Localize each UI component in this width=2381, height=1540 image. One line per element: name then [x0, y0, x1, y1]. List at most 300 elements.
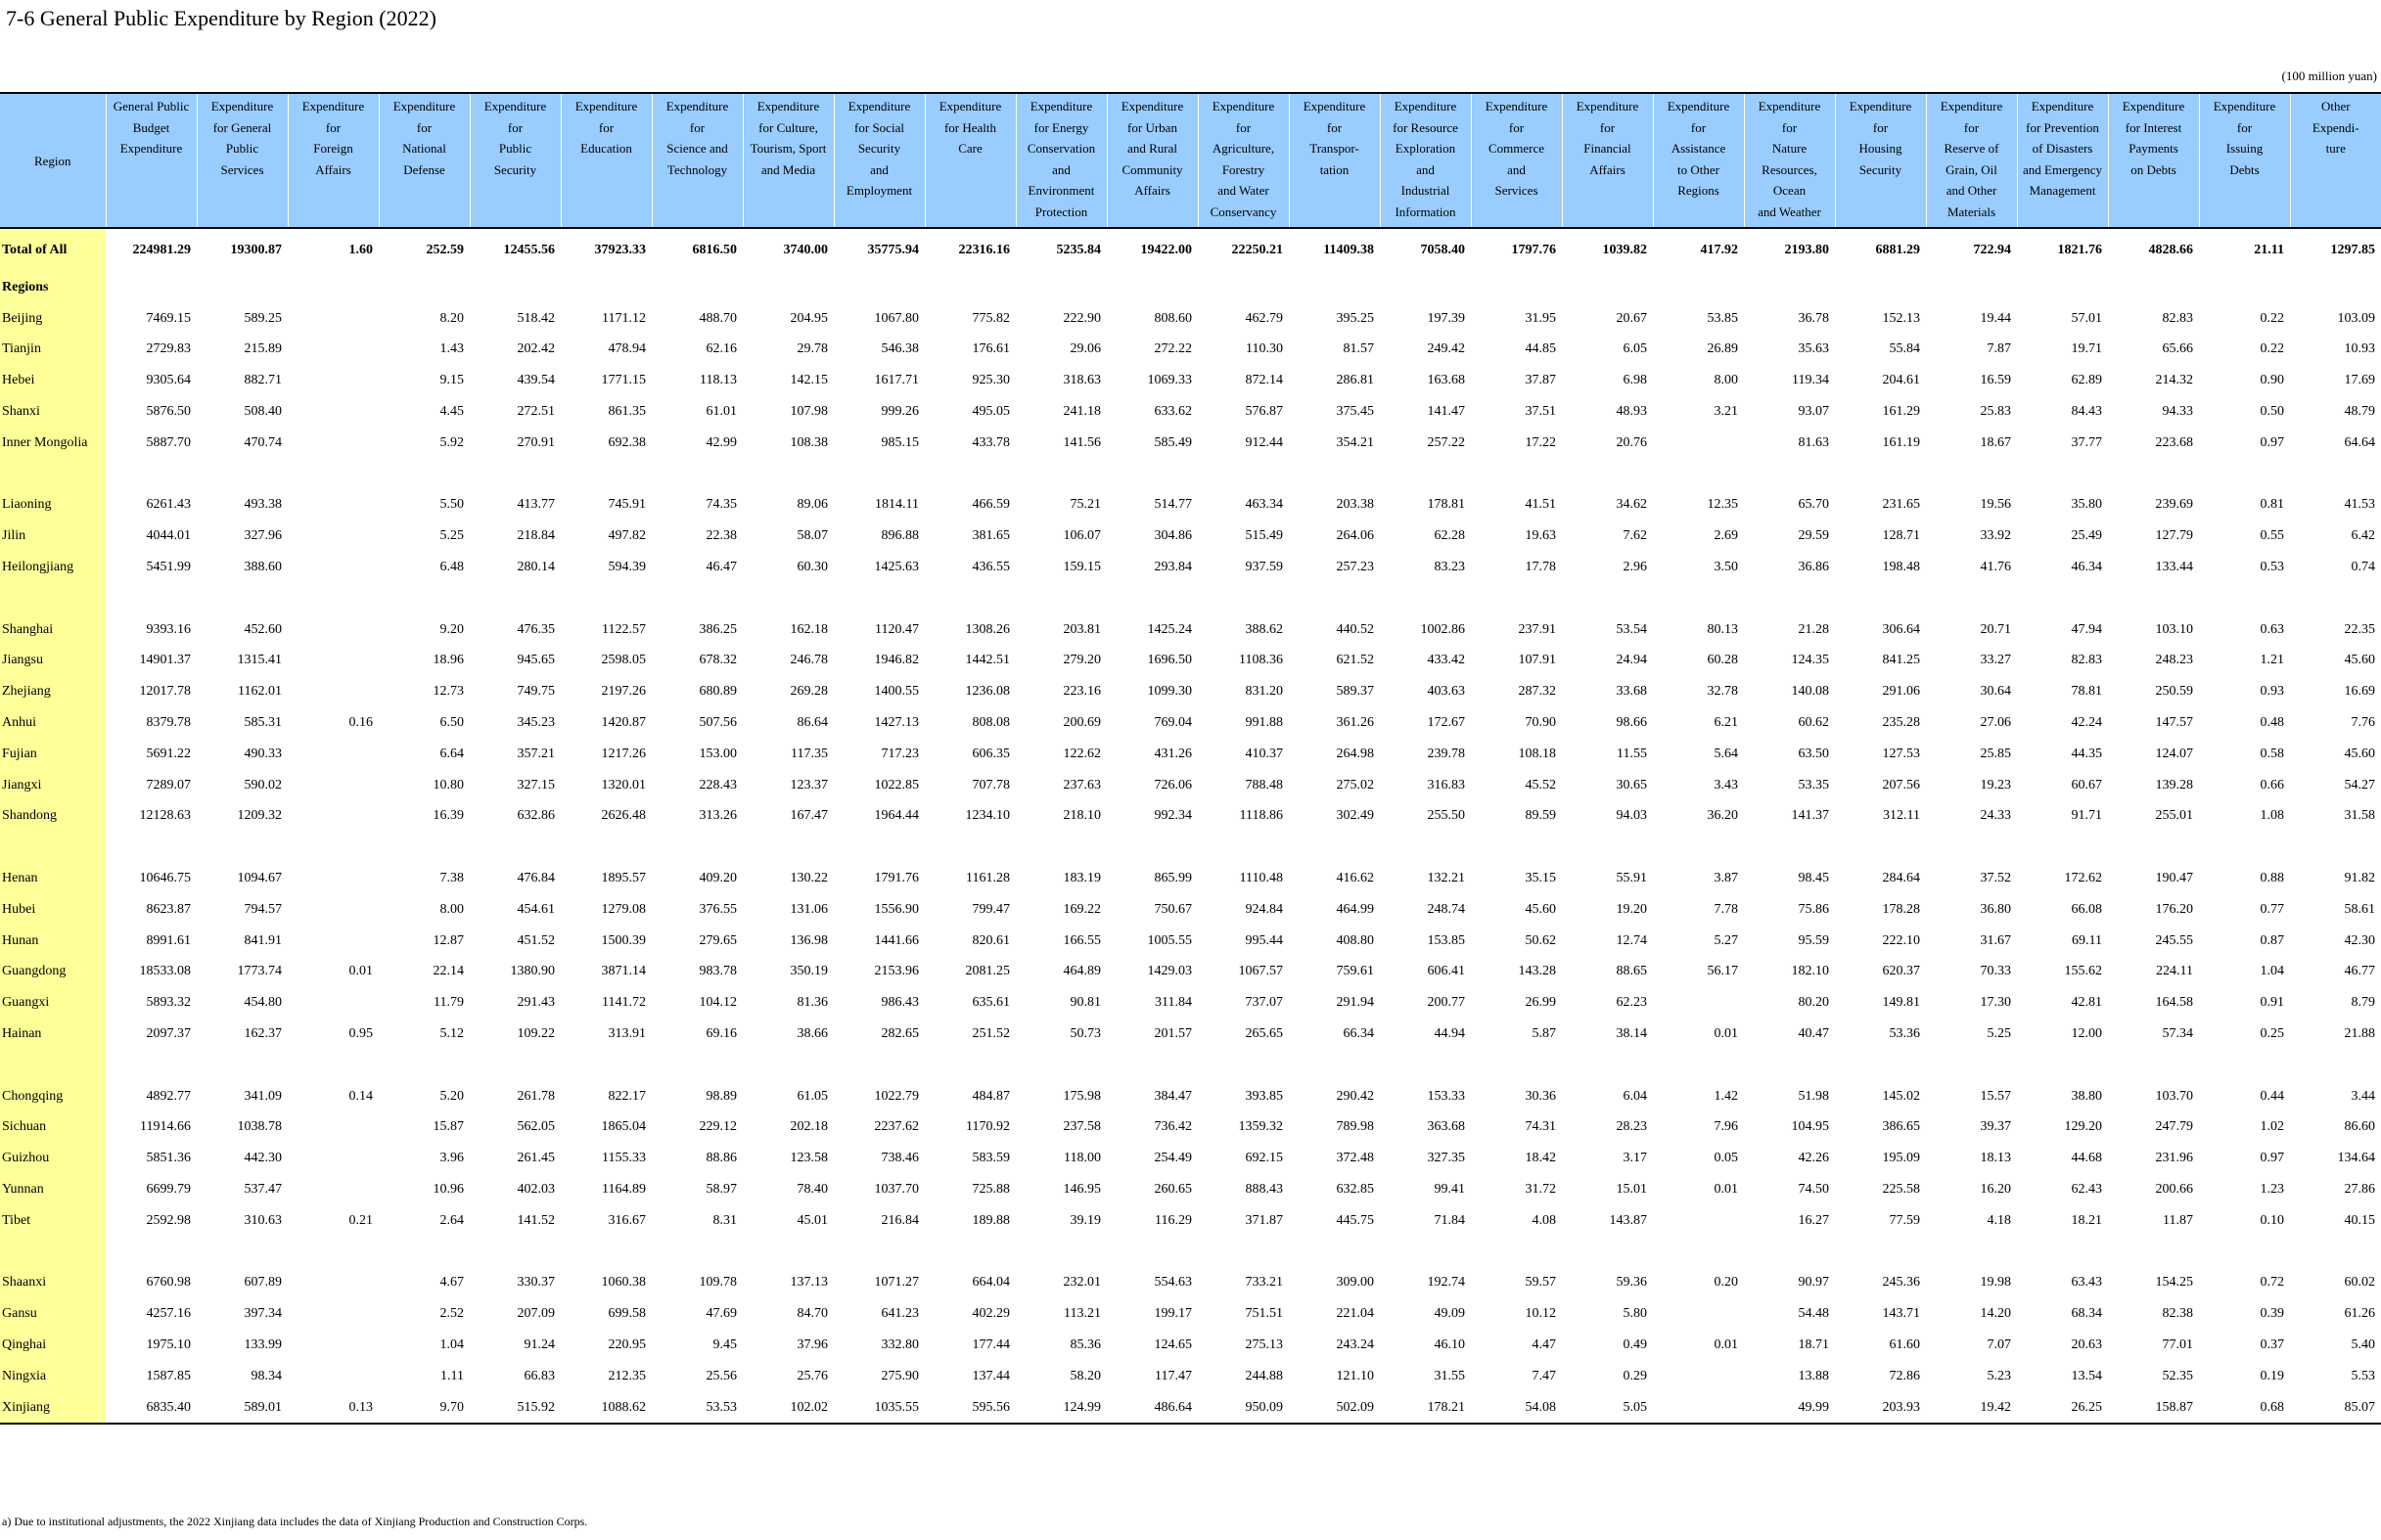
value-cell: 29.59	[1798, 528, 1829, 544]
value-cell: 88.65	[1616, 964, 1647, 979]
value-cell: 153.85	[1427, 932, 1465, 948]
value-cell: 261.45	[517, 1151, 555, 1166]
value-cell: 30.65	[1616, 777, 1647, 793]
value-cell: 161.29	[1882, 404, 1920, 420]
value-cell: 7.78	[1714, 901, 1738, 917]
value-cell: 310.63	[244, 1212, 282, 1228]
value-cell	[652, 272, 743, 303]
value-cell: 31.95	[1525, 310, 1556, 326]
value-cell: 0.93	[2260, 684, 2284, 700]
value-cell: 58.97	[706, 1182, 737, 1197]
value-cell: 1320.01	[601, 777, 646, 793]
value-cell: 632.85	[1336, 1182, 1374, 1197]
value-cell: 223.68	[2155, 434, 2193, 450]
value-cell: 61.26	[2344, 1306, 2375, 1322]
value-cell	[1653, 1205, 1744, 1237]
value-cell: 361.26	[1336, 715, 1374, 731]
value-cell: 621.52	[1336, 653, 1374, 668]
value-cell	[106, 583, 197, 614]
value-cell: 589.01	[197, 1392, 288, 1425]
value-cell: 15.87	[433, 1119, 464, 1135]
region-cell: Total of All	[0, 228, 106, 272]
value-cell: 30.36	[1525, 1088, 1556, 1104]
column-header-region: Region	[0, 93, 106, 228]
value-cell: 237.63	[1063, 777, 1101, 793]
region-cell: Qinghai	[0, 1330, 106, 1361]
value-cell: 200.66	[2155, 1182, 2193, 1197]
region-cell: Xinjiang	[0, 1392, 106, 1425]
value-cell: 635.61	[972, 995, 1010, 1011]
value-cell: 678.32	[699, 653, 737, 668]
value-cell: 788.48	[1245, 777, 1283, 793]
value-cell: 77.59	[1889, 1212, 1920, 1228]
value-cell: 1120.47	[875, 621, 919, 637]
value-cell: 239.69	[2155, 497, 2193, 513]
column-header: Expenditure for Social Security and Employment	[834, 93, 925, 228]
value-cell: 61.05	[797, 1088, 828, 1104]
value-cell	[470, 1237, 561, 1268]
value-cell: 104.12	[699, 995, 737, 1011]
value-cell: 62.89	[2071, 373, 2102, 388]
value-cell: 5235.84	[1056, 243, 1101, 257]
value-cell: 275.90	[881, 1368, 919, 1383]
value-cell	[1653, 1361, 1744, 1392]
value-cell	[1653, 428, 1744, 459]
value-cell: 245.36	[1882, 1275, 1920, 1291]
value-cell: 2097.37	[146, 1026, 191, 1042]
value-cell: 595.56	[925, 1392, 1016, 1425]
value-cell: 21.88	[2344, 1026, 2375, 1042]
value-cell: 128.71	[1882, 528, 1920, 544]
value-cell	[834, 1050, 925, 1081]
value-cell	[379, 1237, 470, 1268]
value-cell: 311.84	[1155, 995, 1192, 1011]
value-cell: 17.22	[1525, 434, 1556, 450]
value-cell: 241.18	[1063, 404, 1101, 420]
value-cell: 139.28	[2155, 777, 2193, 793]
value-cell: 153.00	[699, 746, 737, 761]
value-cell	[1835, 583, 1926, 614]
value-cell: 102.02	[743, 1392, 834, 1425]
value-cell: 158.87	[2108, 1392, 2199, 1425]
value-cell	[288, 894, 379, 926]
value-cell	[1835, 832, 1926, 863]
value-cell: 42.30	[2344, 932, 2375, 948]
value-cell	[834, 1237, 925, 1268]
value-cell: 9305.64	[146, 373, 191, 388]
value-cell: 141.47	[1427, 404, 1465, 420]
column-header: Expenditure for Nature Resources, Ocean and Weather	[1744, 93, 1835, 228]
value-cell	[1653, 272, 1744, 303]
value-cell: 1171.12	[602, 310, 646, 326]
value-cell: 22.35	[2344, 621, 2375, 637]
value-cell	[1653, 1298, 1744, 1330]
value-cell: 36.86	[1798, 560, 1829, 575]
value-cell: 17.30	[1980, 995, 2011, 1011]
value-cell: 585.31	[244, 715, 282, 731]
value-cell: 24.94	[1616, 653, 1647, 668]
value-cell	[288, 1174, 379, 1205]
value-cell: 107.91	[1518, 653, 1556, 668]
value-cell: 199.17	[1154, 1306, 1192, 1322]
value-cell: 172.62	[2064, 871, 2102, 886]
value-cell	[379, 832, 470, 863]
value-cell: 924.84	[1245, 901, 1283, 917]
value-cell: 143.28	[1518, 964, 1556, 979]
value-cell: 140.08	[1791, 684, 1829, 700]
value-cell: 26.99	[1525, 995, 1556, 1011]
value-cell: 119.34	[1792, 373, 1829, 388]
value-cell: 12.35	[1707, 497, 1738, 513]
value-cell: 1069.33	[1147, 373, 1192, 388]
value-cell: 124.65	[1154, 1336, 1192, 1352]
value-cell	[288, 490, 379, 521]
value-cell	[379, 583, 470, 614]
value-cell: 26.89	[1707, 341, 1738, 357]
value-cell: 216.84	[881, 1212, 919, 1228]
value-cell	[743, 832, 834, 863]
region-cell: Tianjin	[0, 335, 106, 366]
value-cell: 417.92	[1700, 243, 1738, 257]
value-cell: 12.87	[433, 932, 464, 948]
value-cell	[1653, 832, 1744, 863]
column-header: Expenditure for Health Care	[925, 93, 1016, 228]
spacer-row	[0, 1050, 2381, 1081]
value-cell: 55.84	[1889, 341, 1920, 357]
value-cell: 1236.08	[965, 684, 1010, 700]
value-cell: 416.62	[1336, 871, 1374, 886]
value-cell: 620.37	[1882, 964, 1920, 979]
value-cell: 89.59	[1525, 808, 1556, 824]
value-cell	[379, 272, 470, 303]
value-cell: 19.44	[1980, 310, 2011, 326]
value-cell: 2.96	[1623, 560, 1647, 575]
table-row	[0, 707, 2381, 739]
value-cell: 35.15	[1525, 871, 1556, 886]
value-cell	[1744, 459, 1835, 490]
footnote: a) Due to institutional adjustments, the 2022 Xinjiang data includes the data of Xinjiang Production and Construction Corps.	[2, 1515, 588, 1528]
value-cell: 154.25	[2155, 1275, 2193, 1291]
value-cell: 13.88	[1798, 1368, 1829, 1383]
table-row	[0, 1205, 2381, 1237]
region-cell: Chongqing	[0, 1081, 106, 1112]
value-cell: 775.82	[972, 310, 1010, 326]
value-cell	[1380, 1237, 1471, 1268]
value-cell: 35775.94	[867, 243, 919, 257]
unit-label: (100 million yuan)	[2281, 68, 2377, 83]
value-cell: 7.38	[439, 871, 464, 886]
value-cell: 75.86	[1798, 901, 1829, 917]
value-cell: 10.12	[1525, 1306, 1556, 1322]
value-cell: 1162.01	[238, 684, 282, 700]
value-cell	[288, 396, 379, 428]
value-cell: 751.51	[1245, 1306, 1283, 1322]
value-cell: 19.98	[1980, 1275, 2011, 1291]
table-row	[0, 894, 2381, 926]
value-cell: 86.60	[2344, 1119, 2375, 1135]
value-cell: 554.63	[1154, 1275, 1192, 1291]
value-cell: 70.33	[1980, 964, 2011, 979]
value-cell: 0.97	[2260, 1151, 2284, 1166]
value-cell: 403.63	[1427, 684, 1465, 700]
value-cell: 13.54	[2071, 1368, 2102, 1383]
value-cell: 1773.74	[237, 964, 282, 979]
value-cell: 272.51	[517, 404, 555, 420]
value-cell: 61.01	[706, 404, 737, 420]
value-cell: 60.28	[1707, 653, 1738, 668]
value-cell: 692.38	[608, 434, 646, 450]
value-cell: 789.98	[1336, 1119, 1374, 1135]
table-header-row	[0, 93, 2381, 228]
value-cell	[288, 459, 379, 490]
region-cell: Jiangxi	[0, 770, 106, 801]
value-cell: 440.52	[1336, 621, 1374, 637]
value-cell: 117.35	[791, 746, 828, 761]
value-cell: 49.99	[1744, 1392, 1835, 1425]
value-cell: 152.13	[1882, 310, 1920, 326]
value-cell: 255.01	[2155, 808, 2193, 824]
value-cell: 218.84	[517, 528, 555, 544]
value-cell: 402.03	[517, 1182, 555, 1197]
value-cell: 2626.48	[601, 808, 646, 824]
value-cell: 393.85	[1245, 1088, 1283, 1104]
value-cell: 7469.15	[146, 310, 191, 326]
value-cell: 1005.55	[1147, 932, 1192, 948]
value-cell	[652, 459, 743, 490]
value-cell: 33.68	[1616, 684, 1647, 700]
value-cell: 583.59	[972, 1151, 1010, 1166]
value-cell	[288, 926, 379, 957]
value-cell: 327.15	[517, 777, 555, 793]
value-cell: 59.36	[1616, 1275, 1647, 1291]
value-cell: 231.96	[2155, 1151, 2193, 1166]
value-cell: 110.30	[1246, 341, 1283, 357]
value-cell: 127.79	[2155, 528, 2193, 544]
value-cell: 372.48	[1336, 1151, 1374, 1166]
value-cell: 82.83	[2162, 310, 2193, 326]
value-cell: 7.96	[1714, 1119, 1738, 1135]
value-cell	[1107, 1237, 1198, 1268]
value-cell: 5.12	[439, 1026, 464, 1042]
value-cell: 36.80	[1980, 901, 2011, 917]
value-cell: 25.83	[1980, 404, 2011, 420]
value-cell: 88.86	[706, 1151, 737, 1166]
value-cell: 103.10	[2155, 621, 2193, 637]
value-cell	[1380, 272, 1471, 303]
value-cell: 2197.26	[601, 684, 646, 700]
value-cell: 312.11	[1883, 808, 1920, 824]
value-cell: 98.89	[706, 1088, 737, 1104]
value-cell: 82.83	[2071, 653, 2102, 668]
value-cell: 502.09	[1289, 1392, 1380, 1425]
value-cell	[834, 832, 925, 863]
value-cell: 142.15	[790, 373, 828, 388]
value-cell: 155.62	[2064, 964, 2102, 979]
value-cell: 65.70	[1798, 497, 1829, 513]
value-cell	[1562, 459, 1653, 490]
value-cell: 50.62	[1525, 932, 1556, 948]
value-cell	[1744, 832, 1835, 863]
value-cell: 1814.11	[875, 497, 919, 513]
value-cell: 272.22	[1154, 341, 1192, 357]
value-cell: 8991.61	[146, 932, 191, 948]
value-cell	[1198, 1237, 1289, 1268]
value-cell: 454.61	[517, 901, 555, 917]
value-cell: 60.67	[2071, 777, 2102, 793]
value-cell	[2017, 1237, 2108, 1268]
value-cell: 1.43	[439, 341, 464, 357]
value-cell: 386.65	[1882, 1119, 1920, 1135]
value-cell: 33.27	[1980, 653, 2011, 668]
value-cell	[2199, 1237, 2290, 1268]
value-cell	[1198, 459, 1289, 490]
value-cell: 53.53	[652, 1392, 743, 1425]
value-cell: 162.37	[244, 1026, 282, 1042]
value-cell: 493.38	[244, 497, 282, 513]
value-cell: 363.68	[1427, 1119, 1465, 1135]
value-cell	[2017, 459, 2108, 490]
value-cell: 42.81	[2071, 995, 2102, 1011]
value-cell	[288, 365, 379, 396]
value-cell: 49.09	[1434, 1306, 1465, 1322]
value-cell: 799.47	[972, 901, 1010, 917]
table-row	[0, 676, 2381, 707]
value-cell: 94.03	[1616, 808, 1647, 824]
value-cell: 37.77	[2071, 434, 2102, 450]
value-cell: 39.19	[1070, 1212, 1101, 1228]
value-cell: 221.04	[1336, 1306, 1374, 1322]
value-cell: 19.63	[1525, 528, 1556, 544]
region-cell: Guangxi	[0, 987, 106, 1019]
value-cell: 108.38	[790, 434, 828, 450]
value-cell	[1380, 832, 1471, 863]
value-cell: 1.08	[2260, 808, 2284, 824]
value-cell	[743, 272, 834, 303]
value-cell	[470, 1050, 561, 1081]
value-cell: 177.44	[972, 1336, 1010, 1352]
value-cell: 2.69	[1714, 528, 1738, 544]
value-cell: 37.87	[1525, 373, 1556, 388]
table-row	[0, 428, 2381, 459]
value-cell	[288, 832, 379, 863]
value-cell	[2108, 272, 2199, 303]
value-cell: 61.60	[1889, 1336, 1920, 1352]
value-cell: 376.55	[699, 901, 737, 917]
region-cell: Regions	[0, 272, 106, 303]
value-cell: 33.92	[1980, 528, 2011, 544]
column-header: Expenditure for Urban and Rural Community Affairs	[1107, 93, 1198, 228]
value-cell: 445.75	[1336, 1212, 1374, 1228]
value-cell: 5.53	[2351, 1368, 2375, 1383]
value-cell: 19422.00	[1140, 243, 1192, 257]
value-cell: 9.45	[712, 1336, 737, 1352]
column-header: Expenditure for Agriculture, Forestry and Water Conservancy	[1198, 93, 1289, 228]
table-row	[0, 739, 2381, 770]
value-cell: 737.07	[1245, 995, 1283, 1011]
value-cell: 330.37	[517, 1275, 555, 1291]
value-cell: 222.90	[1063, 310, 1101, 326]
value-cell: 537.47	[244, 1182, 282, 1197]
table-row	[0, 863, 2381, 894]
spacer-row	[0, 832, 2381, 863]
column-header: Expenditure for Prevention of Disasters and Emergency Management	[2017, 93, 2108, 228]
value-cell: 16.20	[1980, 1182, 2011, 1197]
value-cell: 6816.50	[692, 243, 737, 257]
value-cell	[288, 863, 379, 894]
value-cell: 202.18	[790, 1119, 828, 1135]
value-cell: 11.87	[2163, 1212, 2193, 1228]
value-cell	[1653, 987, 1744, 1019]
value-cell: 293.84	[1154, 560, 1192, 575]
value-cell: 116.29	[1155, 1212, 1192, 1228]
region-cell: Guizhou	[0, 1143, 106, 1174]
value-cell	[1835, 1050, 1926, 1081]
value-cell: 149.81	[1882, 995, 1920, 1011]
value-cell	[1926, 832, 2017, 863]
value-cell: 1556.90	[874, 901, 919, 917]
value-cell	[288, 583, 379, 614]
value-cell: 38.14	[1616, 1026, 1647, 1042]
value-cell: 381.65	[972, 528, 1010, 544]
value-cell: 176.61	[972, 341, 1010, 357]
value-cell: 302.49	[1336, 808, 1374, 824]
value-cell: 21.11	[2254, 243, 2284, 257]
value-cell	[288, 770, 379, 801]
value-cell: 1420.87	[601, 715, 646, 731]
value-cell: 515.49	[1245, 528, 1283, 544]
value-cell: 1164.89	[602, 1182, 646, 1197]
value-cell	[561, 1050, 652, 1081]
value-cell: 19.71	[2071, 341, 2102, 357]
value-cell: 0.87	[2260, 932, 2284, 948]
value-cell: 214.32	[2155, 373, 2193, 388]
value-cell: 77.01	[2162, 1336, 2193, 1352]
column-header: Expenditure for Assistance to Other Regions	[1653, 93, 1744, 228]
value-cell: 1400.55	[874, 684, 919, 700]
region-cell: Beijing	[0, 303, 106, 335]
value-cell	[1471, 1237, 1562, 1268]
value-cell: 1060.38	[601, 1275, 646, 1291]
value-cell	[925, 1237, 1016, 1268]
value-cell: 995.44	[1245, 932, 1283, 948]
value-cell: 19.56	[1980, 497, 2011, 513]
value-cell: 231.65	[1882, 497, 1920, 513]
value-cell: 200.69	[1063, 715, 1101, 731]
value-cell: 269.28	[790, 684, 828, 700]
value-cell	[1471, 1050, 1562, 1081]
value-cell: 81.63	[1798, 434, 1829, 450]
value-cell	[743, 1050, 834, 1081]
value-cell: 31.58	[2344, 808, 2375, 824]
region-cell	[0, 832, 106, 863]
value-cell: 316.67	[608, 1212, 646, 1228]
value-cell: 145.02	[1882, 1088, 1920, 1104]
region-cell: Yunnan	[0, 1174, 106, 1205]
value-cell: 29.78	[797, 341, 828, 357]
value-cell	[561, 459, 652, 490]
region-cell: Hainan	[0, 1019, 106, 1050]
value-cell: 53.54	[1616, 621, 1647, 637]
value-cell: 18.71	[1798, 1336, 1829, 1352]
value-cell: 808.60	[1154, 310, 1192, 326]
value-cell: 66.34	[1343, 1026, 1374, 1042]
value-cell: 1975.10	[146, 1336, 191, 1352]
value-cell: 90.97	[1798, 1275, 1829, 1291]
value-cell: 841.91	[244, 932, 282, 948]
value-cell: 12455.56	[503, 243, 555, 257]
region-cell	[0, 1050, 106, 1081]
value-cell: 912.44	[1245, 434, 1283, 450]
